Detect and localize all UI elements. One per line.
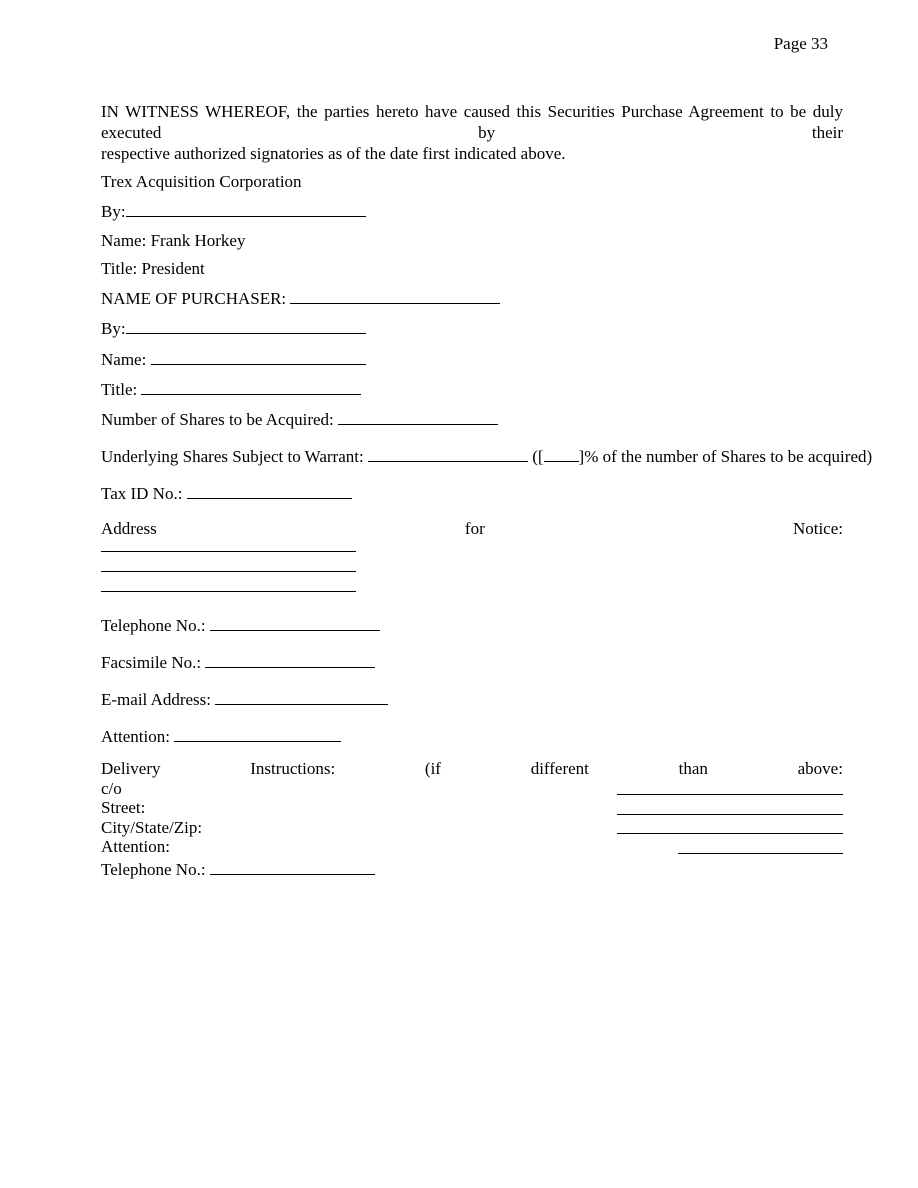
witness-line-1: IN WITNESS WHEREOF, the parties hereto have caused this Securities Purchase Agreement to be duly executed by their — [101, 102, 843, 142]
purchaser-name-blank-line — [290, 286, 500, 304]
telephone-blank-line — [210, 613, 380, 631]
address-blank-line-2 — [101, 552, 356, 572]
address-blank-lines — [101, 532, 843, 592]
purchaser-signer-title-field — [101, 377, 843, 400]
name-label: Name: — [101, 350, 147, 369]
title-blank-line — [141, 377, 361, 395]
shares-label: Number of Shares to be Acquired: — [101, 410, 334, 429]
name-value: Frank Horkey — [150, 231, 246, 250]
notice-word: Notice: — [792, 519, 843, 538]
tax-id-blank-line — [187, 481, 352, 499]
company-name-field — [101, 230, 843, 251]
page-number: Page 33 — [773, 34, 828, 53]
tax-id-field — [101, 481, 843, 504]
delivery-telephone-row — [101, 857, 843, 877]
delivery-city-state-zip-row — [101, 818, 843, 838]
name-of-purchaser-label: NAME OF PURCHASER: — [101, 289, 287, 308]
facsimile-field — [101, 650, 843, 673]
email-blank-line — [215, 687, 388, 705]
above-word: above: — [797, 759, 843, 778]
by-blank-line — [126, 316, 366, 334]
warrant-label: Underlying Shares Subject to Warrant: — [101, 447, 364, 466]
warrant-paren-close: ]% of the number of Shares to be acquired) — [578, 447, 873, 466]
name-blank-line — [151, 347, 366, 365]
title-value: President — [141, 259, 205, 278]
name-label: Name: — [101, 231, 147, 250]
tax-id-label: Tax ID No.: — [101, 484, 183, 503]
for-word: for — [464, 519, 485, 538]
than-word: than — [678, 759, 708, 778]
delivery-instructions-heading — [101, 759, 843, 779]
title-label: Title: — [101, 380, 138, 399]
city-state-zip-blank-line — [617, 833, 843, 834]
shares-acquired-field — [101, 407, 843, 430]
company-by-field — [101, 199, 843, 222]
company-title-field — [101, 258, 843, 279]
delivery-attention-row — [101, 837, 843, 857]
delivery-attention-blank-line — [678, 853, 843, 854]
delivery-telephone-blank-line — [210, 857, 375, 875]
witness-line-2: respective authorized signatories as of the date first indicated above. — [101, 144, 566, 163]
different-word: different — [530, 759, 589, 778]
company-name — [101, 171, 843, 192]
telephone-label: Telephone No.: — [101, 859, 206, 879]
warrant-percent-blank — [544, 444, 579, 462]
city-state-zip-label: City/State/Zip: — [101, 817, 203, 837]
company-name-text: Trex Acquisition Corporation — [101, 172, 302, 191]
by-blank-line — [126, 199, 366, 217]
witness-paragraph — [101, 101, 843, 164]
delivery-instructions-section — [101, 759, 843, 879]
purchaser-name-field — [101, 286, 843, 309]
email-label: E-mail Address: — [101, 690, 212, 709]
address-word: Address — [101, 519, 157, 538]
purchaser-by-field — [101, 316, 843, 339]
warrant-blank-line — [368, 444, 528, 462]
attention-field — [101, 724, 843, 747]
co-label: c/o — [101, 778, 122, 798]
instructions-word: Instructions: — [250, 759, 336, 778]
telephone-field — [101, 613, 843, 636]
delivery-street-row — [101, 798, 843, 818]
title-label: Title: — [101, 259, 138, 278]
warrant-paren-open: ([ — [532, 447, 544, 466]
address-blank-line-3 — [101, 572, 356, 592]
if-word: (if — [424, 759, 441, 778]
email-field — [101, 687, 843, 710]
attention-label: Attention: — [101, 837, 170, 856]
attention-blank-line — [174, 724, 341, 742]
street-label: Street: — [101, 798, 146, 817]
delivery-word: Delivery — [101, 759, 161, 778]
by-label: By: — [101, 319, 126, 338]
warrant-shares-field — [101, 444, 873, 467]
by-label: By: — [101, 202, 126, 221]
purchaser-signer-name-field — [101, 347, 843, 370]
attention-label: Attention: — [101, 727, 170, 746]
street-blank-line — [617, 814, 843, 815]
facsimile-label: Facsimile No.: — [101, 653, 202, 672]
facsimile-blank-line — [205, 650, 375, 668]
shares-blank-line — [338, 407, 498, 425]
delivery-co-row — [101, 779, 843, 799]
telephone-label: Telephone No.: — [101, 616, 206, 635]
co-blank-line — [617, 794, 843, 795]
